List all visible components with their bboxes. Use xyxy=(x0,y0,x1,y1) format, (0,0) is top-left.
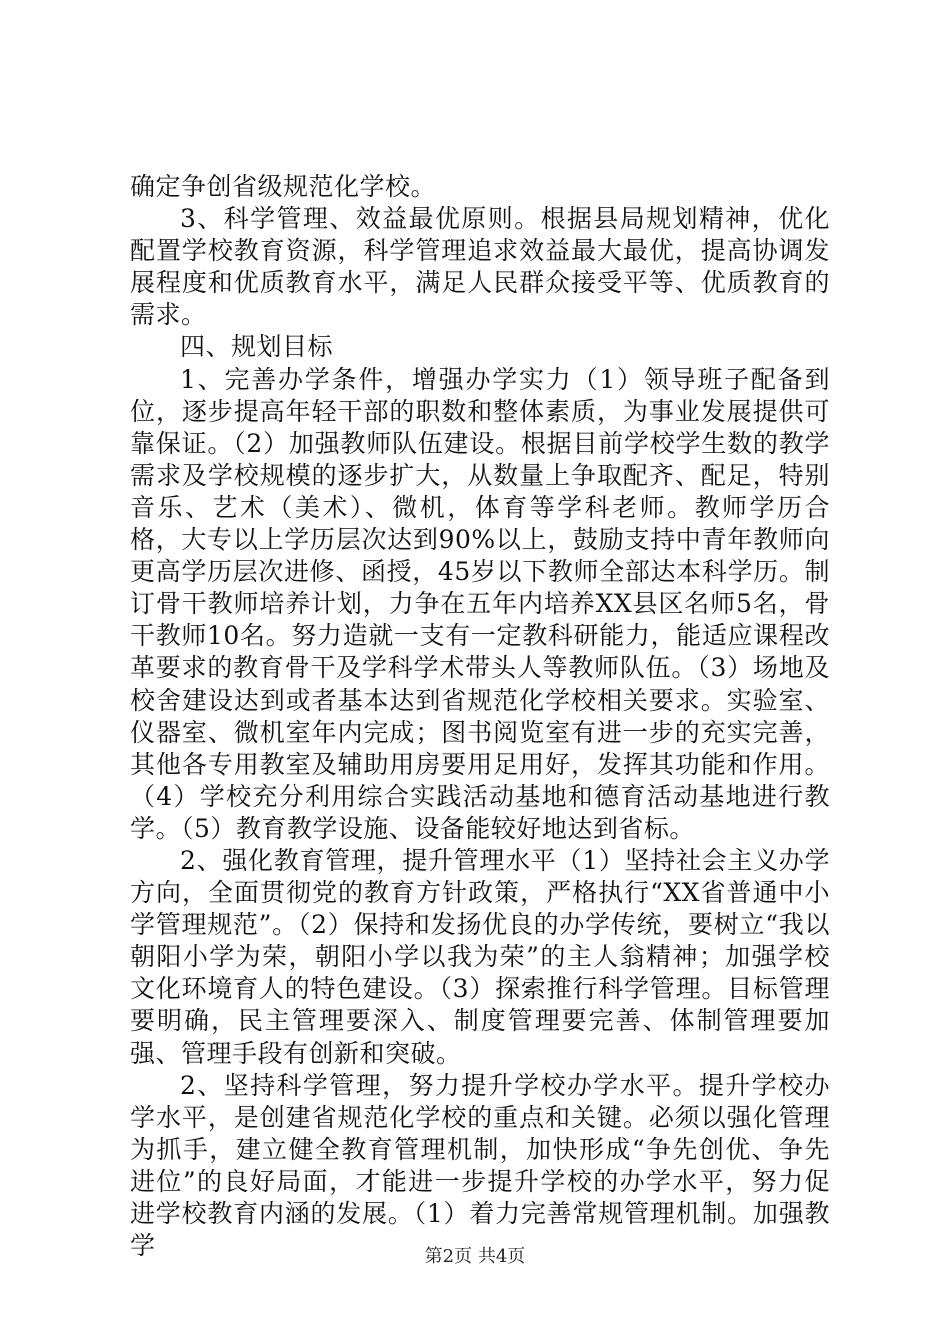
page-number-footer: 第2页 共4页 xyxy=(424,1246,526,1267)
paragraph-continuation: 确定争创省级规范化学校。 xyxy=(130,172,437,201)
paragraph-goal-2: 2、强化教育管理，提升管理水平（1）坚持社会主义办学方向，全面贯彻党的教育方针政策，严格执行“XX省普通中小学管理规范”。（2）保持和发扬优良的办学传统，要树立“我以朝阳小学为荣，朝阳小学以我为荣”的主人翁精神；加强学校文化环境育人的特色建设。（3）探索推行科学管理。目标管理要明确，民主管理要深入、制度管理要完善、体制管理要加强、管理手段有创新和突破。 xyxy=(130,845,830,1068)
paragraph-goal-2b: 2、坚持科学管理，努力提升学校办学水平。提升学校办学水平，是创建省规范化学校的重点和关键。必须以强化管理为抓手，建立健全教育管理机制，加快形成“争先创优、争先进位”的良好局面，才能进一步提升学校的办学水平，努力促进学校教育内涵的发展。（1）着力完善常规管理机制。加强教学 xyxy=(130,1070,830,1261)
section-heading-goals: 四、规划目标 xyxy=(180,332,334,362)
document-body xyxy=(130,171,830,1262)
paragraph-goal-1: 1、完善办学条件，增强办学实力（1）领导班子配备到位，逐步提高年轻干部的职数和整体素质，为事业发展提供可靠保证。（2）加强教师队伍建设。根据目前学校学生数的教学需求及学校规模的逐步扩大，从数量上争取配齐、配足，特别音乐、艺术（美术）、微机，体育等学科老师。教师学历合格，大专以上学历层次达到90%以上，鼓励支持中青年教师向更高学历层次进修、函授，45岁以下教师全部达本科学历。制订骨干教师培养计划，力争在五年内培养XX县区名师5名，骨干教师10名。努力造就一支有一定教科研能力，能适应课程改革要求的教育骨干及学科学术带头人等教师队伍。（3）场地及校舍建设达到或者基本达到省规范化学校相关要求。实验室、仪器室、微机室年内完成；图书阅览室有进一步的充实完善，其他各专用教室及辅助用房要用足用好，发挥其功能和作用。（4）学校充分利用综合实践活动基地和德育活动基地进行教学。（5）教育教学设施、设备能较好地达到省标。 xyxy=(130,364,830,843)
paragraph-principle-3: 3、科学管理、效益最优原则。根据县局规划精神，优化配置学校教育资源，科学管理追求效益最大最优，提高协调发展程度和优质教育水平，满足人民群众接受平等、优质教育的需求。 xyxy=(130,204,830,330)
